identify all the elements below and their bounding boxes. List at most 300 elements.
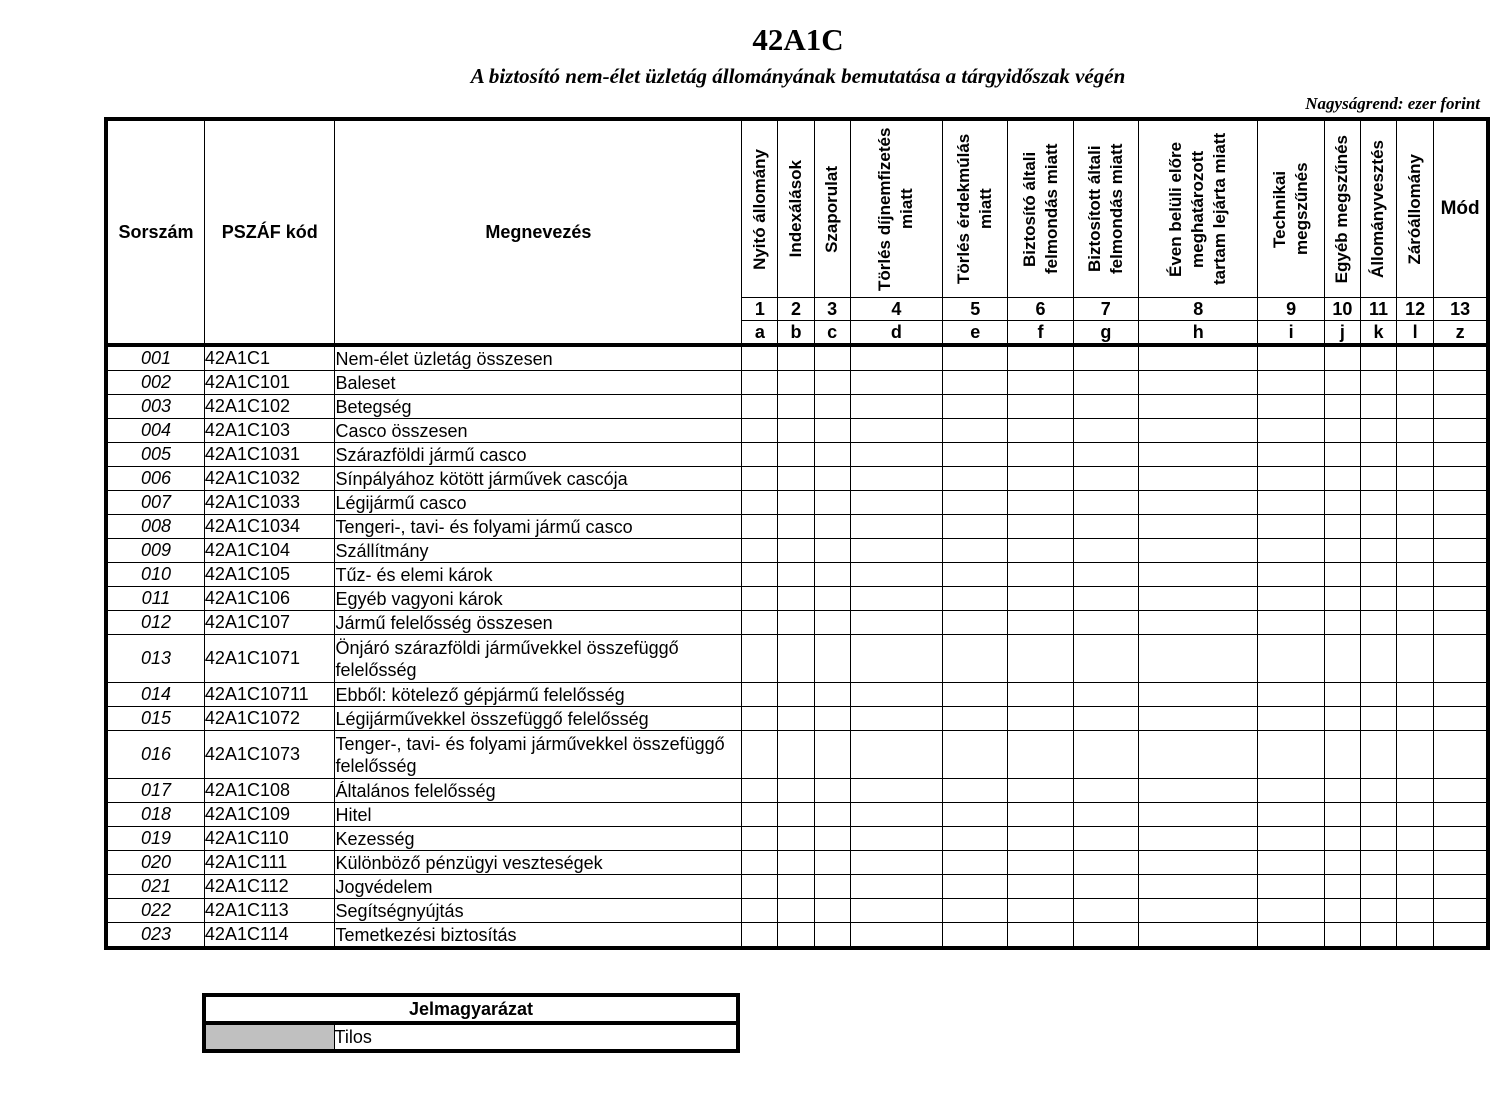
data-cell-col-12[interactable] bbox=[1397, 611, 1434, 635]
data-cell-col-9[interactable] bbox=[1258, 345, 1324, 371]
data-cell-col-12[interactable] bbox=[1397, 345, 1434, 371]
data-cell-col-12[interactable] bbox=[1397, 899, 1434, 923]
data-cell-col-13[interactable] bbox=[1434, 587, 1488, 611]
data-cell-col-9[interactable] bbox=[1258, 779, 1324, 803]
data-cell-col-9[interactable] bbox=[1258, 491, 1324, 515]
data-cell-col-13[interactable] bbox=[1434, 827, 1488, 851]
data-cell-col-1[interactable] bbox=[742, 611, 778, 635]
data-cell-col-8[interactable] bbox=[1138, 563, 1258, 587]
data-cell-col-12[interactable] bbox=[1397, 827, 1434, 851]
data-cell-col-10[interactable] bbox=[1324, 731, 1360, 779]
data-cell-col-2[interactable] bbox=[778, 371, 814, 395]
data-cell-col-4[interactable] bbox=[850, 419, 942, 443]
data-cell-col-7[interactable] bbox=[1073, 611, 1138, 635]
data-cell-col-12[interactable] bbox=[1397, 443, 1434, 467]
data-cell-col-5[interactable] bbox=[943, 587, 1008, 611]
data-cell-col-10[interactable] bbox=[1324, 539, 1360, 563]
data-cell-col-8[interactable] bbox=[1138, 443, 1258, 467]
data-cell-col-3[interactable] bbox=[814, 491, 850, 515]
data-cell-col-13[interactable] bbox=[1434, 443, 1488, 467]
data-cell-col-5[interactable] bbox=[943, 803, 1008, 827]
data-cell-col-2[interactable] bbox=[778, 827, 814, 851]
data-cell-col-5[interactable] bbox=[943, 707, 1008, 731]
data-cell-col-11[interactable] bbox=[1360, 491, 1396, 515]
data-cell-col-12[interactable] bbox=[1397, 707, 1434, 731]
data-cell-col-3[interactable] bbox=[814, 731, 850, 779]
data-cell-col-1[interactable] bbox=[742, 515, 778, 539]
data-cell-col-2[interactable] bbox=[778, 707, 814, 731]
data-cell-col-3[interactable] bbox=[814, 707, 850, 731]
data-cell-col-7[interactable] bbox=[1073, 563, 1138, 587]
data-cell-col-6[interactable] bbox=[1008, 731, 1073, 779]
data-cell-col-4[interactable] bbox=[850, 539, 942, 563]
data-cell-col-5[interactable] bbox=[943, 371, 1008, 395]
data-cell-col-8[interactable] bbox=[1138, 851, 1258, 875]
data-cell-col-1[interactable] bbox=[742, 827, 778, 851]
data-cell-col-7[interactable] bbox=[1073, 419, 1138, 443]
data-cell-col-4[interactable] bbox=[850, 803, 942, 827]
data-cell-col-11[interactable] bbox=[1360, 371, 1396, 395]
data-cell-col-11[interactable] bbox=[1360, 467, 1396, 491]
data-cell-col-3[interactable] bbox=[814, 851, 850, 875]
data-cell-col-13[interactable] bbox=[1434, 371, 1488, 395]
data-cell-col-2[interactable] bbox=[778, 563, 814, 587]
data-cell-col-6[interactable] bbox=[1008, 611, 1073, 635]
data-cell-col-3[interactable] bbox=[814, 683, 850, 707]
data-cell-col-7[interactable] bbox=[1073, 827, 1138, 851]
data-cell-col-7[interactable] bbox=[1073, 851, 1138, 875]
data-cell-col-3[interactable] bbox=[814, 539, 850, 563]
data-cell-col-3[interactable] bbox=[814, 803, 850, 827]
data-cell-col-2[interactable] bbox=[778, 611, 814, 635]
data-cell-col-11[interactable] bbox=[1360, 395, 1396, 419]
data-cell-col-1[interactable] bbox=[742, 371, 778, 395]
data-cell-col-4[interactable] bbox=[850, 899, 942, 923]
data-cell-col-8[interactable] bbox=[1138, 587, 1258, 611]
data-cell-col-12[interactable] bbox=[1397, 419, 1434, 443]
data-cell-col-5[interactable] bbox=[943, 683, 1008, 707]
data-cell-col-2[interactable] bbox=[778, 851, 814, 875]
data-cell-col-1[interactable] bbox=[742, 419, 778, 443]
data-cell-col-3[interactable] bbox=[814, 899, 850, 923]
data-cell-col-1[interactable] bbox=[742, 707, 778, 731]
data-cell-col-2[interactable] bbox=[778, 443, 814, 467]
data-cell-col-6[interactable] bbox=[1008, 515, 1073, 539]
data-cell-col-11[interactable] bbox=[1360, 731, 1396, 779]
data-cell-col-7[interactable] bbox=[1073, 683, 1138, 707]
data-cell-col-5[interactable] bbox=[943, 923, 1008, 949]
data-cell-col-4[interactable] bbox=[850, 683, 942, 707]
data-cell-col-9[interactable] bbox=[1258, 635, 1324, 683]
data-cell-col-12[interactable] bbox=[1397, 779, 1434, 803]
data-cell-col-11[interactable] bbox=[1360, 443, 1396, 467]
data-cell-col-7[interactable] bbox=[1073, 539, 1138, 563]
data-cell-col-5[interactable] bbox=[943, 491, 1008, 515]
data-cell-col-6[interactable] bbox=[1008, 875, 1073, 899]
data-cell-col-1[interactable] bbox=[742, 923, 778, 949]
data-cell-col-5[interactable] bbox=[943, 539, 1008, 563]
data-cell-col-2[interactable] bbox=[778, 345, 814, 371]
data-cell-col-6[interactable] bbox=[1008, 371, 1073, 395]
data-cell-col-5[interactable] bbox=[943, 875, 1008, 899]
data-cell-col-7[interactable] bbox=[1073, 345, 1138, 371]
data-cell-col-10[interactable] bbox=[1324, 491, 1360, 515]
data-cell-col-4[interactable] bbox=[850, 443, 942, 467]
data-cell-col-1[interactable] bbox=[742, 779, 778, 803]
data-cell-col-3[interactable] bbox=[814, 827, 850, 851]
data-cell-col-13[interactable] bbox=[1434, 707, 1488, 731]
data-cell-col-7[interactable] bbox=[1073, 515, 1138, 539]
data-cell-col-12[interactable] bbox=[1397, 539, 1434, 563]
data-cell-col-12[interactable] bbox=[1397, 923, 1434, 949]
data-cell-col-3[interactable] bbox=[814, 345, 850, 371]
data-cell-col-2[interactable] bbox=[778, 899, 814, 923]
data-cell-col-11[interactable] bbox=[1360, 419, 1396, 443]
data-cell-col-4[interactable] bbox=[850, 851, 942, 875]
data-cell-col-4[interactable] bbox=[850, 923, 942, 949]
data-cell-col-9[interactable] bbox=[1258, 395, 1324, 419]
data-cell-col-7[interactable] bbox=[1073, 587, 1138, 611]
data-cell-col-1[interactable] bbox=[742, 345, 778, 371]
data-cell-col-11[interactable] bbox=[1360, 899, 1396, 923]
data-cell-col-1[interactable] bbox=[742, 683, 778, 707]
data-cell-col-10[interactable] bbox=[1324, 395, 1360, 419]
data-cell-col-5[interactable] bbox=[943, 851, 1008, 875]
data-cell-col-8[interactable] bbox=[1138, 467, 1258, 491]
data-cell-col-7[interactable] bbox=[1073, 467, 1138, 491]
data-cell-col-11[interactable] bbox=[1360, 779, 1396, 803]
data-cell-col-1[interactable] bbox=[742, 491, 778, 515]
data-cell-col-1[interactable] bbox=[742, 899, 778, 923]
data-cell-col-6[interactable] bbox=[1008, 707, 1073, 731]
data-cell-col-13[interactable] bbox=[1434, 779, 1488, 803]
data-cell-col-12[interactable] bbox=[1397, 395, 1434, 419]
data-cell-col-6[interactable] bbox=[1008, 851, 1073, 875]
data-cell-col-7[interactable] bbox=[1073, 443, 1138, 467]
data-cell-col-5[interactable] bbox=[943, 731, 1008, 779]
data-cell-col-13[interactable] bbox=[1434, 851, 1488, 875]
data-cell-col-9[interactable] bbox=[1258, 515, 1324, 539]
data-cell-col-5[interactable] bbox=[943, 827, 1008, 851]
data-cell-col-11[interactable] bbox=[1360, 827, 1396, 851]
data-cell-col-6[interactable] bbox=[1008, 345, 1073, 371]
data-cell-col-10[interactable] bbox=[1324, 563, 1360, 587]
data-cell-col-2[interactable] bbox=[778, 803, 814, 827]
data-cell-col-3[interactable] bbox=[814, 635, 850, 683]
data-cell-col-2[interactable] bbox=[778, 635, 814, 683]
data-cell-col-9[interactable] bbox=[1258, 851, 1324, 875]
data-cell-col-9[interactable] bbox=[1258, 827, 1324, 851]
data-cell-col-1[interactable] bbox=[742, 635, 778, 683]
data-cell-col-12[interactable] bbox=[1397, 467, 1434, 491]
data-cell-col-2[interactable] bbox=[778, 731, 814, 779]
data-cell-col-12[interactable] bbox=[1397, 635, 1434, 683]
data-cell-col-10[interactable] bbox=[1324, 827, 1360, 851]
data-cell-col-13[interactable] bbox=[1434, 731, 1488, 779]
data-cell-col-10[interactable] bbox=[1324, 587, 1360, 611]
data-cell-col-4[interactable] bbox=[850, 371, 942, 395]
data-cell-col-11[interactable] bbox=[1360, 587, 1396, 611]
data-cell-col-9[interactable] bbox=[1258, 563, 1324, 587]
data-cell-col-5[interactable] bbox=[943, 515, 1008, 539]
data-cell-col-7[interactable] bbox=[1073, 731, 1138, 779]
data-cell-col-13[interactable] bbox=[1434, 923, 1488, 949]
data-cell-col-7[interactable] bbox=[1073, 371, 1138, 395]
data-cell-col-10[interactable] bbox=[1324, 611, 1360, 635]
data-cell-col-3[interactable] bbox=[814, 587, 850, 611]
data-cell-col-8[interactable] bbox=[1138, 683, 1258, 707]
data-cell-col-5[interactable] bbox=[943, 899, 1008, 923]
data-cell-col-3[interactable] bbox=[814, 779, 850, 803]
data-cell-col-2[interactable] bbox=[778, 515, 814, 539]
data-cell-col-7[interactable] bbox=[1073, 635, 1138, 683]
data-cell-col-8[interactable] bbox=[1138, 611, 1258, 635]
data-cell-col-10[interactable] bbox=[1324, 683, 1360, 707]
data-cell-col-11[interactable] bbox=[1360, 875, 1396, 899]
data-cell-col-1[interactable] bbox=[742, 875, 778, 899]
data-cell-col-7[interactable] bbox=[1073, 899, 1138, 923]
data-cell-col-11[interactable] bbox=[1360, 563, 1396, 587]
data-cell-col-8[interactable] bbox=[1138, 539, 1258, 563]
data-cell-col-6[interactable] bbox=[1008, 683, 1073, 707]
data-cell-col-2[interactable] bbox=[778, 539, 814, 563]
data-cell-col-11[interactable] bbox=[1360, 635, 1396, 683]
data-cell-col-13[interactable] bbox=[1434, 539, 1488, 563]
data-cell-col-8[interactable] bbox=[1138, 827, 1258, 851]
data-cell-col-8[interactable] bbox=[1138, 923, 1258, 949]
data-cell-col-4[interactable] bbox=[850, 563, 942, 587]
data-cell-col-12[interactable] bbox=[1397, 875, 1434, 899]
data-cell-col-12[interactable] bbox=[1397, 683, 1434, 707]
data-cell-col-5[interactable] bbox=[943, 467, 1008, 491]
data-cell-col-3[interactable] bbox=[814, 563, 850, 587]
data-cell-col-10[interactable] bbox=[1324, 899, 1360, 923]
data-cell-col-2[interactable] bbox=[778, 587, 814, 611]
data-cell-col-5[interactable] bbox=[943, 563, 1008, 587]
data-cell-col-10[interactable] bbox=[1324, 515, 1360, 539]
data-cell-col-8[interactable] bbox=[1138, 875, 1258, 899]
data-cell-col-9[interactable] bbox=[1258, 419, 1324, 443]
data-cell-col-7[interactable] bbox=[1073, 803, 1138, 827]
data-cell-col-5[interactable] bbox=[943, 443, 1008, 467]
data-cell-col-10[interactable] bbox=[1324, 875, 1360, 899]
data-cell-col-9[interactable] bbox=[1258, 923, 1324, 949]
data-cell-col-11[interactable] bbox=[1360, 707, 1396, 731]
data-cell-col-13[interactable] bbox=[1434, 345, 1488, 371]
data-cell-col-4[interactable] bbox=[850, 635, 942, 683]
data-cell-col-4[interactable] bbox=[850, 875, 942, 899]
data-cell-col-13[interactable] bbox=[1434, 491, 1488, 515]
data-cell-col-10[interactable] bbox=[1324, 635, 1360, 683]
data-cell-col-10[interactable] bbox=[1324, 419, 1360, 443]
data-cell-col-9[interactable] bbox=[1258, 587, 1324, 611]
data-cell-col-13[interactable] bbox=[1434, 467, 1488, 491]
data-cell-col-13[interactable] bbox=[1434, 395, 1488, 419]
data-cell-col-3[interactable] bbox=[814, 515, 850, 539]
data-cell-col-10[interactable] bbox=[1324, 443, 1360, 467]
data-cell-col-10[interactable] bbox=[1324, 851, 1360, 875]
data-cell-col-4[interactable] bbox=[850, 611, 942, 635]
data-cell-col-6[interactable] bbox=[1008, 827, 1073, 851]
data-cell-col-5[interactable] bbox=[943, 779, 1008, 803]
data-cell-col-5[interactable] bbox=[943, 611, 1008, 635]
data-cell-col-8[interactable] bbox=[1138, 371, 1258, 395]
data-cell-col-5[interactable] bbox=[943, 395, 1008, 419]
data-cell-col-4[interactable] bbox=[850, 345, 942, 371]
data-cell-col-4[interactable] bbox=[850, 779, 942, 803]
row-name: Sínpályához kötött járművek cascója bbox=[335, 467, 742, 491]
data-cell-col-3[interactable] bbox=[814, 611, 850, 635]
data-cell-col-11[interactable] bbox=[1360, 539, 1396, 563]
data-cell-col-1[interactable] bbox=[742, 395, 778, 419]
data-cell-col-12[interactable] bbox=[1397, 803, 1434, 827]
data-cell-col-6[interactable] bbox=[1008, 539, 1073, 563]
data-cell-col-7[interactable] bbox=[1073, 875, 1138, 899]
data-cell-col-9[interactable] bbox=[1258, 683, 1324, 707]
data-cell-col-1[interactable] bbox=[742, 443, 778, 467]
data-cell-col-13[interactable] bbox=[1434, 563, 1488, 587]
data-cell-col-13[interactable] bbox=[1434, 635, 1488, 683]
data-cell-col-4[interactable] bbox=[850, 587, 942, 611]
data-cell-col-11[interactable] bbox=[1360, 683, 1396, 707]
data-cell-col-8[interactable] bbox=[1138, 345, 1258, 371]
data-cell-col-13[interactable] bbox=[1434, 683, 1488, 707]
data-cell-col-2[interactable] bbox=[778, 923, 814, 949]
data-cell-col-6[interactable] bbox=[1008, 491, 1073, 515]
data-cell-col-7[interactable] bbox=[1073, 923, 1138, 949]
data-cell-col-2[interactable] bbox=[778, 875, 814, 899]
data-cell-col-9[interactable] bbox=[1258, 539, 1324, 563]
data-cell-col-7[interactable] bbox=[1073, 707, 1138, 731]
data-cell-col-11[interactable] bbox=[1360, 345, 1396, 371]
data-cell-col-6[interactable] bbox=[1008, 899, 1073, 923]
data-cell-col-3[interactable] bbox=[814, 875, 850, 899]
data-cell-col-3[interactable] bbox=[814, 467, 850, 491]
data-cell-col-8[interactable] bbox=[1138, 899, 1258, 923]
data-cell-col-4[interactable] bbox=[850, 827, 942, 851]
data-cell-col-8[interactable] bbox=[1138, 731, 1258, 779]
data-cell-col-10[interactable] bbox=[1324, 803, 1360, 827]
data-cell-col-8[interactable] bbox=[1138, 707, 1258, 731]
data-cell-col-13[interactable] bbox=[1434, 803, 1488, 827]
data-cell-col-9[interactable] bbox=[1258, 731, 1324, 779]
data-cell-col-12[interactable] bbox=[1397, 731, 1434, 779]
data-cell-col-12[interactable] bbox=[1397, 563, 1434, 587]
data-cell-col-4[interactable] bbox=[850, 491, 942, 515]
data-cell-col-4[interactable] bbox=[850, 467, 942, 491]
data-cell-col-2[interactable] bbox=[778, 683, 814, 707]
data-cell-col-12[interactable] bbox=[1397, 851, 1434, 875]
data-cell-col-7[interactable] bbox=[1073, 395, 1138, 419]
data-cell-col-12[interactable] bbox=[1397, 515, 1434, 539]
data-cell-col-2[interactable] bbox=[778, 467, 814, 491]
data-cell-col-3[interactable] bbox=[814, 443, 850, 467]
data-cell-col-9[interactable] bbox=[1258, 467, 1324, 491]
data-cell-col-13[interactable] bbox=[1434, 419, 1488, 443]
data-cell-col-1[interactable] bbox=[742, 587, 778, 611]
data-cell-col-6[interactable] bbox=[1008, 779, 1073, 803]
data-cell-col-8[interactable] bbox=[1138, 779, 1258, 803]
data-cell-col-1[interactable] bbox=[742, 467, 778, 491]
data-cell-col-9[interactable] bbox=[1258, 803, 1324, 827]
data-cell-col-3[interactable] bbox=[814, 371, 850, 395]
data-cell-col-6[interactable] bbox=[1008, 923, 1073, 949]
data-cell-col-11[interactable] bbox=[1360, 851, 1396, 875]
data-cell-col-8[interactable] bbox=[1138, 515, 1258, 539]
data-cell-col-9[interactable] bbox=[1258, 899, 1324, 923]
data-cell-col-11[interactable] bbox=[1360, 611, 1396, 635]
data-cell-col-12[interactable] bbox=[1397, 371, 1434, 395]
data-cell-col-2[interactable] bbox=[778, 395, 814, 419]
data-cell-col-11[interactable] bbox=[1360, 803, 1396, 827]
data-cell-col-4[interactable] bbox=[850, 395, 942, 419]
data-cell-col-4[interactable] bbox=[850, 515, 942, 539]
data-cell-col-3[interactable] bbox=[814, 419, 850, 443]
data-cell-col-8[interactable] bbox=[1138, 395, 1258, 419]
data-cell-col-12[interactable] bbox=[1397, 587, 1434, 611]
data-cell-col-9[interactable] bbox=[1258, 611, 1324, 635]
data-cell-col-6[interactable] bbox=[1008, 563, 1073, 587]
data-cell-col-10[interactable] bbox=[1324, 345, 1360, 371]
data-cell-col-10[interactable] bbox=[1324, 467, 1360, 491]
data-cell-col-13[interactable] bbox=[1434, 515, 1488, 539]
data-cell-col-5[interactable] bbox=[943, 419, 1008, 443]
data-cell-col-12[interactable] bbox=[1397, 491, 1434, 515]
data-cell-col-6[interactable] bbox=[1008, 467, 1073, 491]
data-cell-col-13[interactable] bbox=[1434, 899, 1488, 923]
data-cell-col-9[interactable] bbox=[1258, 707, 1324, 731]
data-cell-col-8[interactable] bbox=[1138, 803, 1258, 827]
data-cell-col-5[interactable] bbox=[943, 345, 1008, 371]
data-cell-col-3[interactable] bbox=[814, 395, 850, 419]
data-cell-col-2[interactable] bbox=[778, 779, 814, 803]
data-cell-col-4[interactable] bbox=[850, 707, 942, 731]
data-cell-col-1[interactable] bbox=[742, 731, 778, 779]
data-cell-col-10[interactable] bbox=[1324, 923, 1360, 949]
data-cell-col-10[interactable] bbox=[1324, 371, 1360, 395]
data-cell-col-3[interactable] bbox=[814, 923, 850, 949]
data-cell-col-1[interactable] bbox=[742, 851, 778, 875]
data-cell-col-10[interactable] bbox=[1324, 779, 1360, 803]
data-cell-col-6[interactable] bbox=[1008, 803, 1073, 827]
data-cell-col-6[interactable] bbox=[1008, 635, 1073, 683]
data-cell-col-5[interactable] bbox=[943, 635, 1008, 683]
data-cell-col-10[interactable] bbox=[1324, 707, 1360, 731]
data-cell-col-6[interactable] bbox=[1008, 419, 1073, 443]
data-cell-col-2[interactable] bbox=[778, 419, 814, 443]
data-cell-col-1[interactable] bbox=[742, 563, 778, 587]
data-cell-col-8[interactable] bbox=[1138, 419, 1258, 443]
data-cell-col-11[interactable] bbox=[1360, 923, 1396, 949]
data-cell-col-9[interactable] bbox=[1258, 875, 1324, 899]
data-cell-col-8[interactable] bbox=[1138, 491, 1258, 515]
data-cell-col-6[interactable] bbox=[1008, 443, 1073, 467]
data-cell-col-6[interactable] bbox=[1008, 587, 1073, 611]
data-cell-col-9[interactable] bbox=[1258, 371, 1324, 395]
data-cell-col-1[interactable] bbox=[742, 803, 778, 827]
data-cell-col-8[interactable] bbox=[1138, 635, 1258, 683]
data-cell-col-2[interactable] bbox=[778, 491, 814, 515]
data-cell-col-13[interactable] bbox=[1434, 875, 1488, 899]
data-cell-col-7[interactable] bbox=[1073, 779, 1138, 803]
data-cell-col-9[interactable] bbox=[1258, 443, 1324, 467]
data-cell-col-11[interactable] bbox=[1360, 515, 1396, 539]
data-cell-col-13[interactable] bbox=[1434, 611, 1488, 635]
data-cell-col-7[interactable] bbox=[1073, 491, 1138, 515]
data-cell-col-4[interactable] bbox=[850, 731, 942, 779]
data-cell-col-1[interactable] bbox=[742, 539, 778, 563]
data-cell-col-6[interactable] bbox=[1008, 395, 1073, 419]
